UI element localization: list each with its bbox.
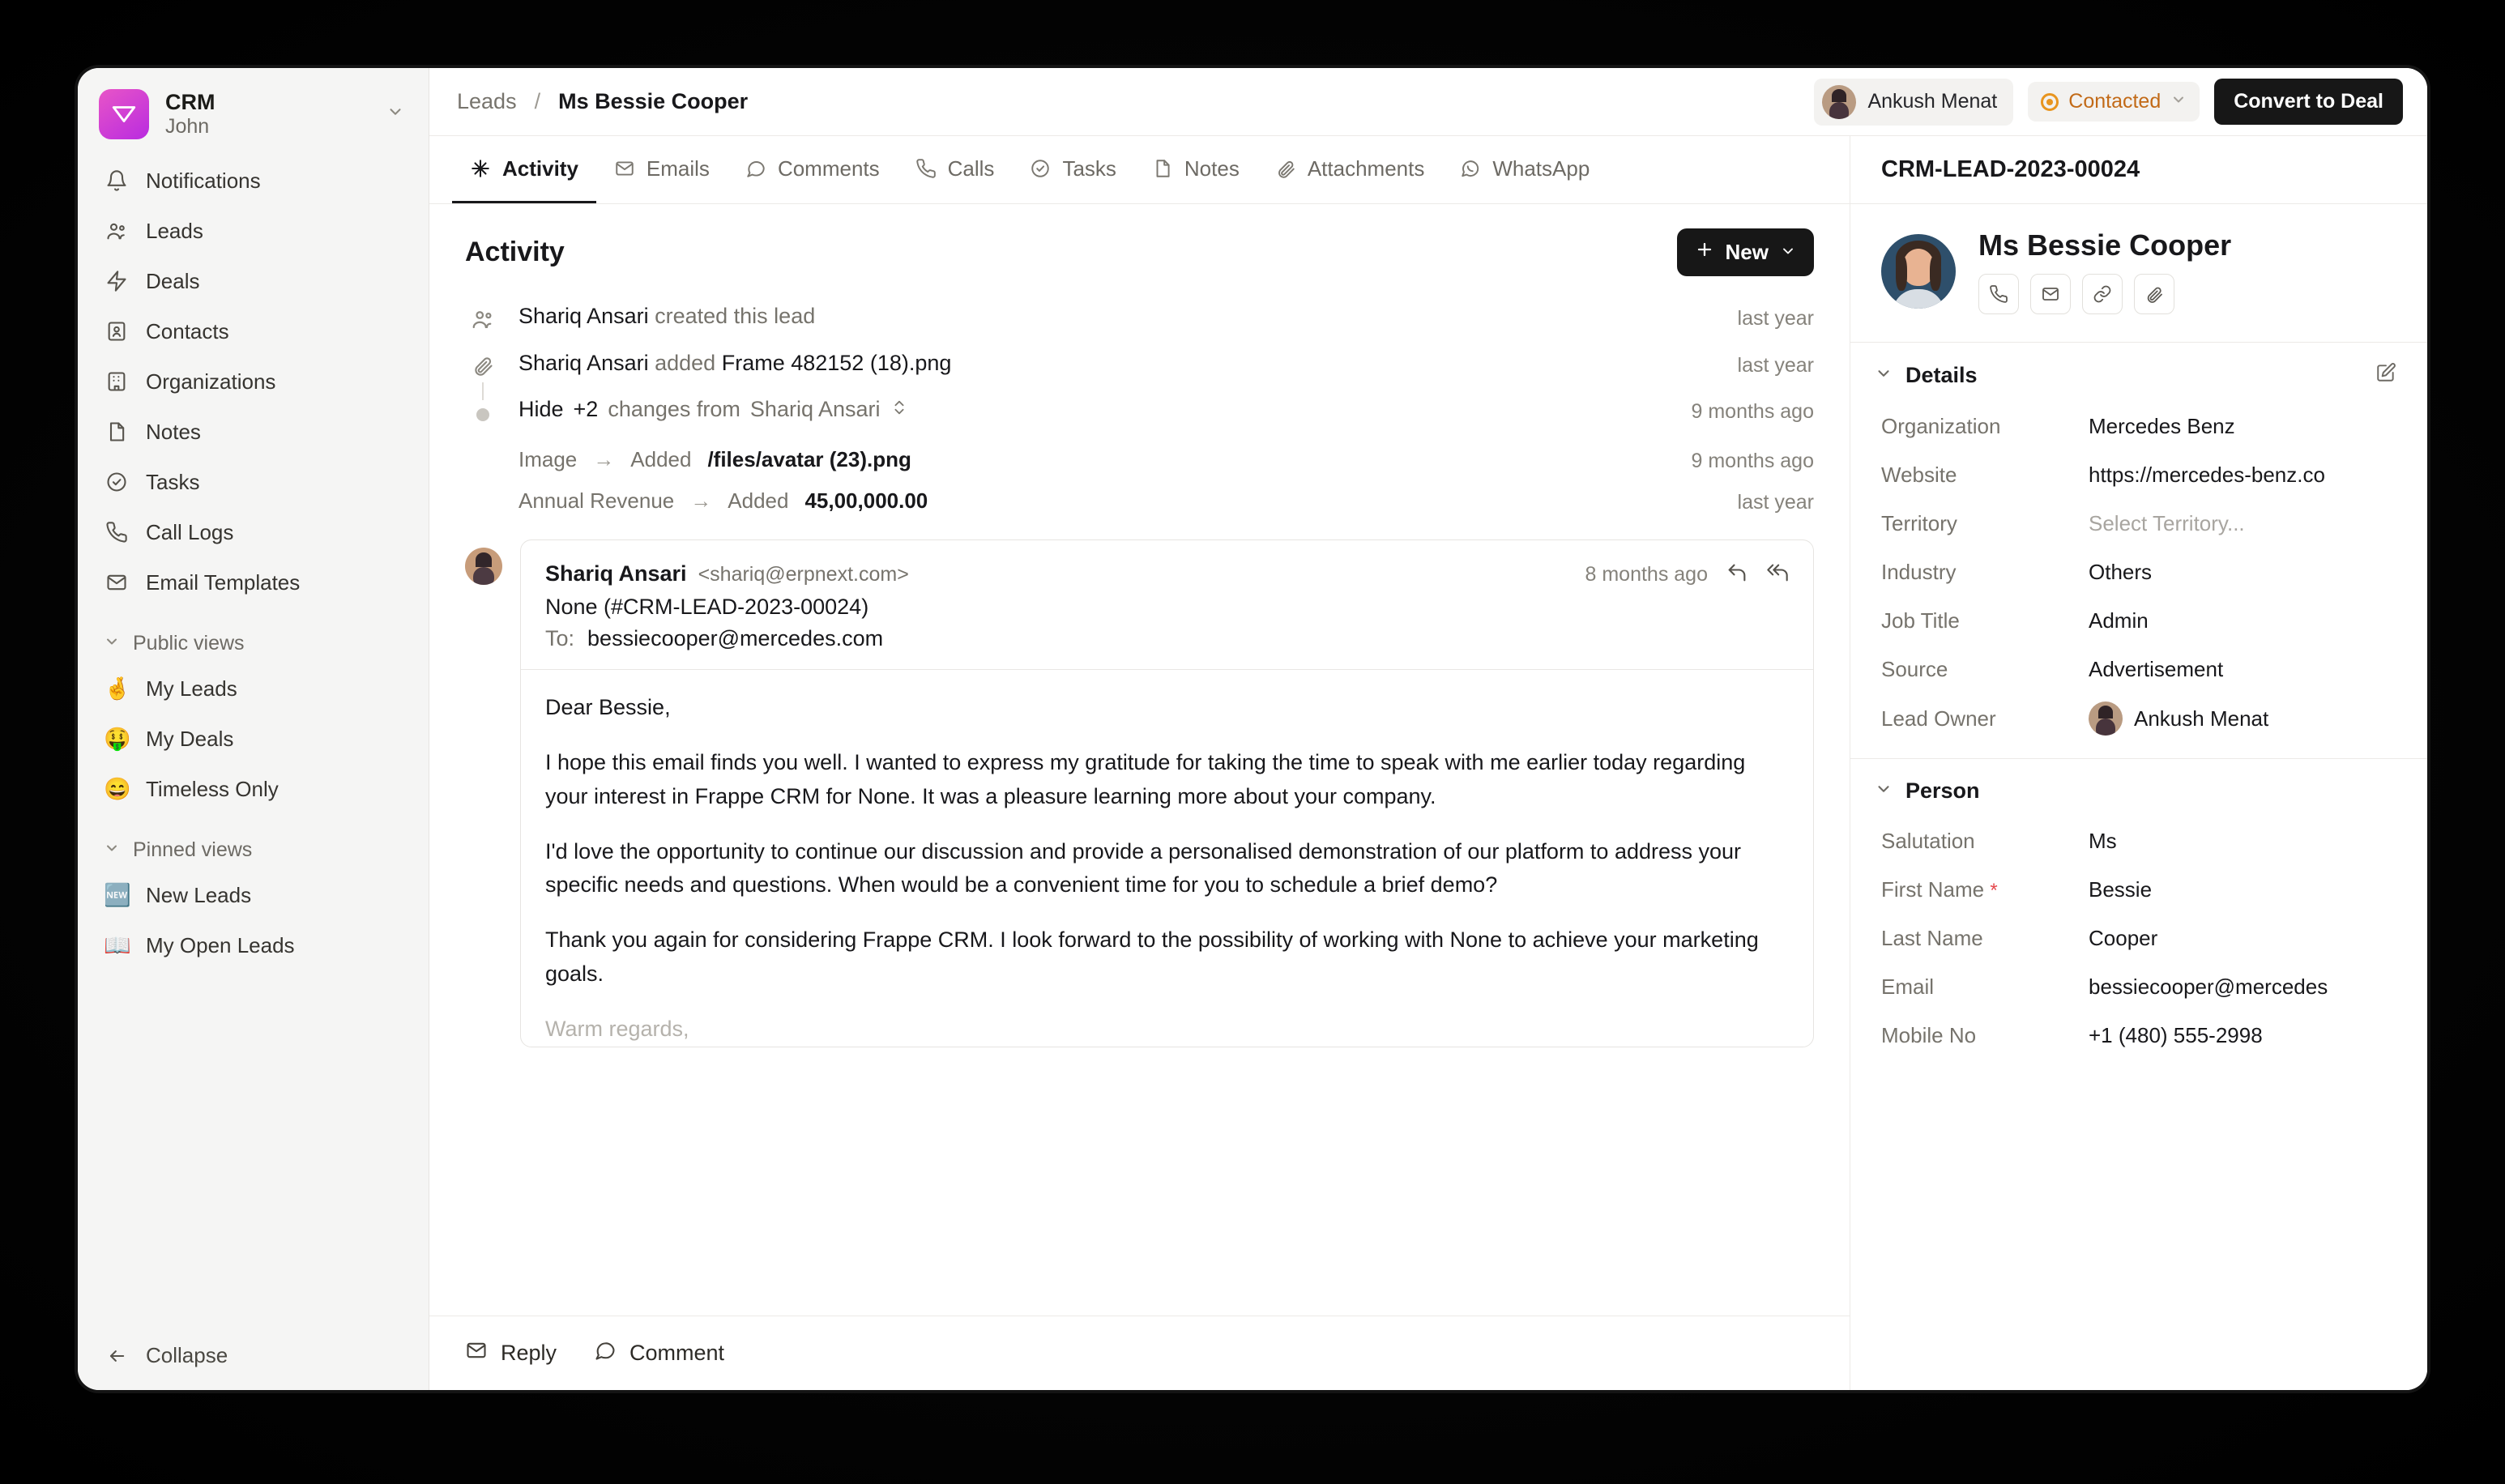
book-emoji-icon: 📖: [104, 933, 131, 957]
sidebar-view-label: New Leads: [146, 882, 252, 907]
person-label: Email: [1881, 974, 1935, 999]
change-field: Image: [518, 447, 578, 471]
tab-label: Calls: [947, 156, 995, 181]
hide-label[interactable]: Hide: [518, 397, 564, 421]
person-row-first-name[interactable]: [1850, 865, 2427, 914]
change-action: Added: [728, 488, 789, 513]
comment-label: Comment: [629, 1341, 725, 1365]
detail-value: Select Territory...: [2089, 510, 2245, 535]
person-value: bessiecooper@mercedes: [2089, 974, 2328, 999]
sidebar-item-deals[interactable]: [92, 256, 414, 306]
avatar: [2089, 701, 2123, 736]
sidebar-item-label: Tasks: [146, 469, 200, 494]
activity-timeline: [465, 294, 1814, 1047]
tab-label: Emails: [646, 156, 710, 181]
tab-activity[interactable]: [452, 136, 596, 203]
chevron-down-icon: [104, 840, 120, 861]
link-icon[interactable]: [2082, 274, 2123, 314]
change-value: /files/avatar (23).png: [707, 447, 911, 471]
timeline-time: 9 months ago: [1691, 450, 1814, 472]
notes-icon: [104, 419, 130, 445]
timeline-collapsed-group[interactable]: [465, 387, 1814, 439]
detail-row-organization[interactable]: [1850, 402, 2427, 450]
sidebar-item-email-templates[interactable]: [92, 557, 414, 608]
phone-icon: [104, 519, 130, 545]
hide-changes-label: changes from: [608, 397, 740, 421]
email-to-address: bessiecooper@mercedes.com: [587, 626, 884, 650]
topbar: [429, 68, 2427, 136]
timeline-action: added: [655, 351, 716, 375]
activity-panel: [429, 204, 1850, 1316]
email-paragraph: I hope this email finds you well. I wanted to express my gratitude for taking the time to speak with me earlier today regarding your interest in Frappe CRM for None. It was a pleasure learning more about your company.: [545, 749, 1746, 808]
sidebar-view-label: My Open Leads: [146, 932, 295, 957]
pinned-views-label: Pinned views: [133, 838, 253, 861]
email-activity: [465, 539, 1814, 1047]
detail-row-source[interactable]: [1850, 645, 2427, 693]
pinned-views-header[interactable]: [78, 825, 429, 870]
money-emoji-icon: 🤑: [104, 727, 131, 751]
sidebar-item-label: Notifications: [146, 168, 261, 193]
main-area: [429, 68, 2427, 1390]
sidebar-view-new-leads[interactable]: [92, 870, 414, 920]
sidebar-view-label: My Deals: [146, 726, 234, 751]
timeline-actor: Shariq Ansari: [518, 351, 649, 375]
detail-value: https://mercedes-benz.co: [2089, 462, 2325, 487]
timeline-time: last year: [1737, 491, 1814, 514]
person-label: Last Name: [1881, 925, 1983, 950]
required-asterisk-icon: *: [1990, 879, 1998, 902]
activity-footer: [429, 1316, 1850, 1390]
timeline-actor: Shariq Ansari: [518, 304, 649, 328]
person-value: +1 (480) 555-2998: [2089, 1022, 2263, 1047]
detail-value: Advertisement: [2089, 656, 2224, 681]
detail-label: Organization: [1881, 413, 2001, 438]
sidebar-item-label: Deals: [146, 268, 200, 293]
bell-icon: [104, 168, 130, 194]
hand-emoji-icon: 🤞: [104, 676, 131, 701]
tab-label: Activity: [502, 156, 578, 181]
sidebar-item-notes[interactable]: [92, 407, 414, 457]
sidebar-view-my-open-leads[interactable]: [92, 920, 414, 970]
person-add-icon: [465, 304, 501, 331]
sidebar-view-my-leads[interactable]: [92, 663, 414, 714]
sidebar-item-tasks[interactable]: [92, 457, 414, 507]
tasks-icon: [104, 469, 130, 495]
smile-emoji-icon: 😄: [104, 777, 131, 801]
sidebar-item-label: Email Templates: [146, 569, 301, 595]
content-split: [429, 136, 2427, 1390]
status-label: Contacted: [2068, 90, 2161, 113]
public-views-header[interactable]: [78, 619, 429, 663]
tab-calls[interactable]: [898, 136, 1013, 203]
plus-icon: [1695, 240, 1714, 265]
new-activity-label: New: [1725, 240, 1769, 264]
topbar-actions: [1814, 79, 2403, 126]
details-panel: [1850, 136, 2427, 1390]
chevron-down-icon: [2170, 92, 2187, 112]
person-header: [1850, 204, 2427, 343]
tab-label: Tasks: [1062, 156, 1116, 181]
detail-row-job-title[interactable]: [1850, 596, 2427, 645]
avatar: [1822, 85, 1856, 119]
person-section-header[interactable]: [1850, 759, 2427, 817]
paperclip-icon: [465, 351, 501, 377]
sidebar-item-notifications[interactable]: [92, 156, 414, 206]
sidebar-view-timeless-only[interactable]: [92, 764, 414, 814]
breadcrumb-separator: /: [534, 89, 541, 113]
email-paragraph: Dear Bessie,: [545, 695, 671, 719]
crm-logo-icon: [99, 89, 149, 139]
arrow-right-icon: →: [690, 488, 712, 513]
email-card[interactable]: [520, 539, 1814, 1047]
timeline-item: [465, 294, 1814, 341]
timeline-time: last year: [1737, 307, 1814, 330]
sidebar-item-label: Leads: [146, 218, 203, 243]
tab-whatsapp[interactable]: [1442, 136, 1607, 203]
deals-icon: [104, 268, 130, 294]
tab-notes[interactable]: [1134, 136, 1257, 203]
brand-switcher[interactable]: [78, 68, 429, 154]
email-to-label: To:: [545, 626, 575, 650]
tab-label: Notes: [1184, 156, 1240, 181]
person-label: Salutation: [1881, 828, 1975, 853]
sidebar-item-leads[interactable]: [92, 206, 414, 256]
sidebar-item-contacts[interactable]: [92, 306, 414, 356]
detail-label: Job Title: [1881, 608, 1960, 633]
sidebar-item-label: Organizations: [146, 369, 276, 394]
chevron-down-icon: [1875, 365, 1893, 387]
email-paragraph: I'd love the opportunity to continue our discussion and provide a personalised demonstration of our platform to address your specific needs and questions. When would be a convenient time for you to schedule a brief demo?: [545, 838, 1742, 898]
tab-attachments[interactable]: [1257, 136, 1443, 203]
expand-collapse-icon[interactable]: [890, 397, 908, 422]
comment-icon: [594, 1339, 617, 1367]
collapse-label: Collapse: [146, 1343, 228, 1367]
sidebar-view-label: My Leads: [146, 676, 237, 701]
brand-user: John: [165, 115, 210, 139]
convert-to-deal-button[interactable]: Convert to Deal: [2214, 79, 2403, 125]
tab-emails[interactable]: [596, 136, 728, 203]
person-row-email[interactable]: [1850, 962, 2427, 1011]
tab-label: Comments: [777, 156, 880, 181]
reply-label: Reply: [501, 1341, 557, 1365]
timeline-time: last year: [1737, 354, 1814, 377]
new-activity-button[interactable]: [1677, 228, 1814, 276]
activity-header: [465, 228, 1814, 276]
paperclip-icon[interactable]: [2134, 274, 2174, 314]
sidebar-item-call-logs[interactable]: [92, 507, 414, 557]
new-emoji-icon: 🆕: [104, 883, 131, 907]
email-closing: Warm regards,: [545, 1016, 689, 1041]
phone-icon[interactable]: [1978, 274, 2019, 314]
chevron-down-icon[interactable]: [386, 103, 409, 126]
reply-button[interactable]: [465, 1339, 557, 1367]
group-dot-icon: [465, 397, 501, 429]
person-label-text: First Name: [1881, 876, 1985, 902]
detail-label: Website: [1881, 462, 1957, 487]
detail-row-industry[interactable]: [1850, 548, 2427, 596]
organizations-icon: [104, 369, 130, 394]
leads-icon: [104, 218, 130, 244]
tab-comments[interactable]: [728, 136, 898, 203]
sidebar-view-my-deals[interactable]: [92, 714, 414, 764]
record-id: CRM-LEAD-2023-00024: [1850, 136, 2427, 204]
person-row-last-name[interactable]: [1850, 914, 2427, 962]
paperclip-icon: [1275, 158, 1296, 179]
contacts-icon: [104, 318, 130, 344]
person-name: Ms Bessie Cooper: [1978, 228, 2232, 262]
person-title: Person: [1905, 778, 1980, 803]
task-icon: [1030, 158, 1051, 179]
detail-value: Ankush Menat: [2134, 706, 2269, 731]
sidebar-item-label: Contacts: [146, 318, 229, 343]
whatsapp-icon: [1460, 158, 1481, 179]
detail-value: Admin: [2089, 608, 2149, 633]
assignee-name: Ankush Menat: [1867, 90, 1998, 113]
person-label: [1881, 877, 2089, 902]
reply-all-icon[interactable]: [1766, 561, 1789, 588]
avatar[interactable]: [1881, 234, 1956, 309]
email-paragraph: Thank you again for considering Frappe CRM. I look forward to the possibility of working with None to achieve your marketing goals.: [545, 927, 1759, 987]
email-time: 8 months ago: [1585, 563, 1708, 586]
detail-label: Source: [1881, 656, 1948, 681]
collapse-icon: [104, 1343, 130, 1369]
detail-label: Territory: [1881, 510, 1957, 535]
status-dot-icon: [2041, 93, 2059, 111]
quick-actions: [1978, 274, 2231, 314]
brand-title: CRM: [165, 90, 216, 115]
person-row-salutation[interactable]: [1850, 817, 2427, 865]
tab-label: Attachments: [1307, 156, 1425, 181]
phone-icon: [915, 158, 937, 179]
email-body: [545, 670, 1789, 1047]
change-action: Added: [630, 447, 692, 471]
sidebar-nav: [78, 154, 429, 608]
email-subject: None (#CRM-LEAD-2023-00024): [545, 595, 869, 619]
detail-value: Others: [2089, 559, 2153, 584]
chevron-down-icon: [1780, 240, 1796, 265]
assignee-chip[interactable]: [1814, 79, 2013, 126]
activity-icon: [470, 158, 491, 179]
person-value: Ms: [2089, 828, 2117, 853]
details-section-header[interactable]: [1850, 343, 2427, 402]
timeline-action: created this lead: [655, 304, 816, 328]
comment-button[interactable]: [594, 1339, 724, 1367]
collapse-sidebar-button[interactable]: [78, 1320, 429, 1390]
page-title: Activity: [465, 237, 565, 267]
sidebar-item-label: Call Logs: [146, 519, 234, 544]
sidebar-item-organizations[interactable]: [92, 356, 414, 407]
timeline-detail: Frame 482152 (18).png: [721, 351, 952, 375]
public-views-label: Public views: [133, 632, 245, 655]
status-badge[interactable]: [2028, 82, 2200, 122]
detail-row-website[interactable]: [1850, 450, 2427, 499]
breadcrumb-leads[interactable]: Leads: [457, 89, 517, 113]
person-value: Cooper: [2089, 925, 2158, 950]
sidebar: [78, 68, 429, 1390]
app-window: [78, 68, 2427, 1390]
person-value: Bessie: [2089, 876, 2153, 902]
mail-icon: [104, 569, 130, 595]
avatar: [465, 548, 502, 585]
chevron-down-icon: [1875, 780, 1893, 803]
arrow-right-icon: →: [593, 447, 615, 471]
hide-count: +2: [573, 397, 599, 421]
note-icon: [1152, 158, 1173, 179]
reply-icon[interactable]: [1726, 561, 1748, 588]
timeline-time: 9 months ago: [1691, 400, 1814, 423]
email-icon: [465, 1339, 488, 1367]
center-column: [429, 136, 1850, 1390]
change-value: 45,00,000.00: [804, 488, 928, 513]
edit-icon[interactable]: [2375, 362, 2396, 389]
details-title: Details: [1905, 363, 1978, 387]
mail-icon[interactable]: [2030, 274, 2071, 314]
detail-value: Mercedes Benz: [2089, 413, 2235, 438]
detail-label: Lead Owner: [1881, 706, 1996, 731]
chevron-down-icon: [104, 633, 120, 655]
email-sender: Shariq Ansari: [545, 561, 687, 586]
breadcrumb-current: Ms Bessie Cooper: [558, 89, 749, 113]
person-label: Mobile No: [1881, 1022, 1977, 1047]
change-row: [465, 439, 1814, 480]
person-row-mobile-no[interactable]: [1850, 1011, 2427, 1060]
email-icon: [614, 158, 635, 179]
comment-icon: [745, 158, 766, 179]
sidebar-item-label: Notes: [146, 419, 201, 444]
sidebar-view-label: Timeless Only: [146, 776, 279, 801]
change-field: Annual Revenue: [518, 488, 675, 513]
detail-row-territory[interactable]: [1850, 499, 2427, 548]
email-sender-address: <shariq@erpnext.com>: [698, 563, 909, 586]
tab-tasks[interactable]: [1012, 136, 1133, 203]
detail-row-lead-owner[interactable]: [1850, 693, 2427, 744]
tab-label: WhatsApp: [1492, 156, 1590, 181]
detail-label: Industry: [1881, 559, 1957, 584]
tab-bar: [429, 136, 1850, 204]
timeline-item: [465, 341, 1814, 387]
change-row: [465, 480, 1814, 522]
hide-actor: Shariq Ansari: [749, 397, 881, 421]
